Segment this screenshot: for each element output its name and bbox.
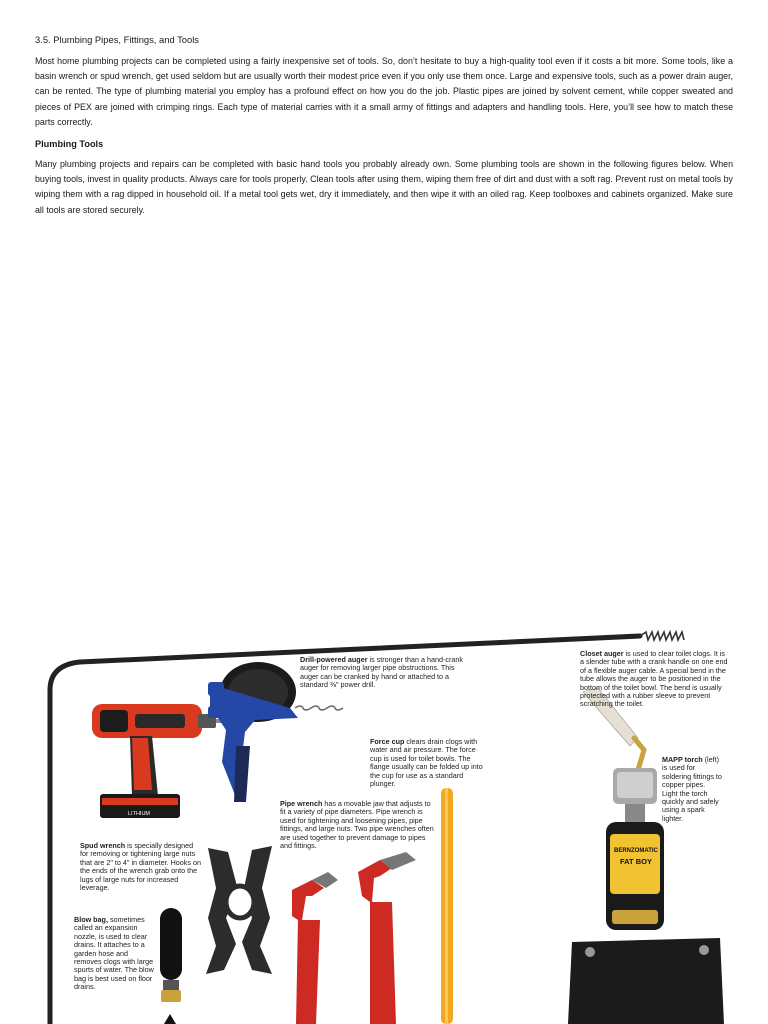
pipe-wrench-small-icon <box>292 872 338 1024</box>
caption-spud-wrench: Spud wrench is specially designed for removing or tightening large nuts that are 2" to 4" in diameter. Hooks on the ends of the wrench grab onto the lugs of large nuts for increased leverage. <box>80 841 201 893</box>
spud-wrench-icon <box>206 846 272 974</box>
svg-text:BERNZOMATIC: BERNZOMATIC <box>614 848 658 854</box>
caption-closet-auger: Closet auger is used to clear toilet clogs. It is a slender tube with a crank handle on one end of a flexible auger cable. A special bend in the tube allows the auger to be positioned in the bottom of the toilet bowl. The bend is usually protected with a rubber sleeve to prevent scratching the toilet. <box>580 649 728 709</box>
arrow-icon <box>164 1014 176 1024</box>
pipe-wrench-large-icon <box>358 852 416 1024</box>
section-title: 3.5. Plumbing Pipes, Fittings, and Tools <box>35 34 199 45</box>
caption-blow-bag: Blow bag, sometimes called an expansion nozzle, is used to clear drains. It attaches to a garden hose and removes clogs with large spurts of water. The blow bag is best used on floor drains. <box>74 915 154 992</box>
svg-text:LITHIUM: LITHIUM <box>128 811 150 817</box>
tools-heading: Plumbing Tools <box>35 139 104 150</box>
blow-bag-icon <box>160 908 182 1002</box>
caption-pipe-wrench: Pipe wrench has a movable jaw that adjusts to fit a variety of pipe diameters. Pipe wrench is used for tightening and loosening pipes, pipe fittings, and large nuts. Two pipe wrenches often are used together to prevent damage to pipes and fittings. <box>280 799 434 851</box>
caption-drill-powered-auger: Drill-powered auger is stronger than a hand-crank auger for removing larger pipe obstructions. This auger can be cranked by hand or attached to a standard ⅜" power drill. <box>300 655 463 690</box>
svg-text:FAT BOY: FAT BOY <box>620 857 652 866</box>
caption-mapp-torch: MAPP torch (left) is used for soldering fittings to copper pipes. Light the torch quickly and safely using a spark lighter. <box>662 755 722 823</box>
mapp-torch-icon <box>606 768 664 930</box>
intro-paragraph: Most home plumbing projects can be completed using a fairly inexpensive set of tools. So, don’t hesitate to buy a high-quality tool even if it costs a bit more. Some tools, like a basin wrench or spud wrench, get used seldom but are usually worth their modest price even if you only use them once. Large and expensive tools, such as a power drain auger, can be rented. The type of plumbing material you employ has a profound effect on how you do the job. Plastic pipes are joined by solvent cement, while copper sweated and pieces of PEX are joined with crimping rings. Each type of material carries with it a small army of fittings and adapters and handling tools. Here, you’ll see how to match these parts correctly. <box>35 56 733 127</box>
tools-paragraph: Many plumbing projects and repairs can be completed with basic hand tools you probably already own. Some plumbing tools are shown in the following figures below. When buying tools, invest in quality products. Always care for tools properly. Clean tools after using them, wiping them free of dirt and dust with a soft rag. Prevent rust on metal tools by wiping them with a rag dipped in household oil. If a metal tool gets wet, dry it immediately, and then wipe it with an oiled rag. Keep toolboxes and cabinets organized. Make sure all tools are stored securely. <box>35 159 733 215</box>
rag-icon <box>568 938 724 1024</box>
cordless-drill-icon <box>92 704 224 818</box>
caption-force-cup: Force cup clears drain clogs with water and air pressure. The force cup is used for toilet bowls. The flange usually can be folded up into the cup for use as a standard plunger. <box>370 737 483 789</box>
plumbing-tools-figure <box>40 620 740 1024</box>
force-cup-icon <box>441 788 453 1024</box>
document-body <box>35 30 733 227</box>
